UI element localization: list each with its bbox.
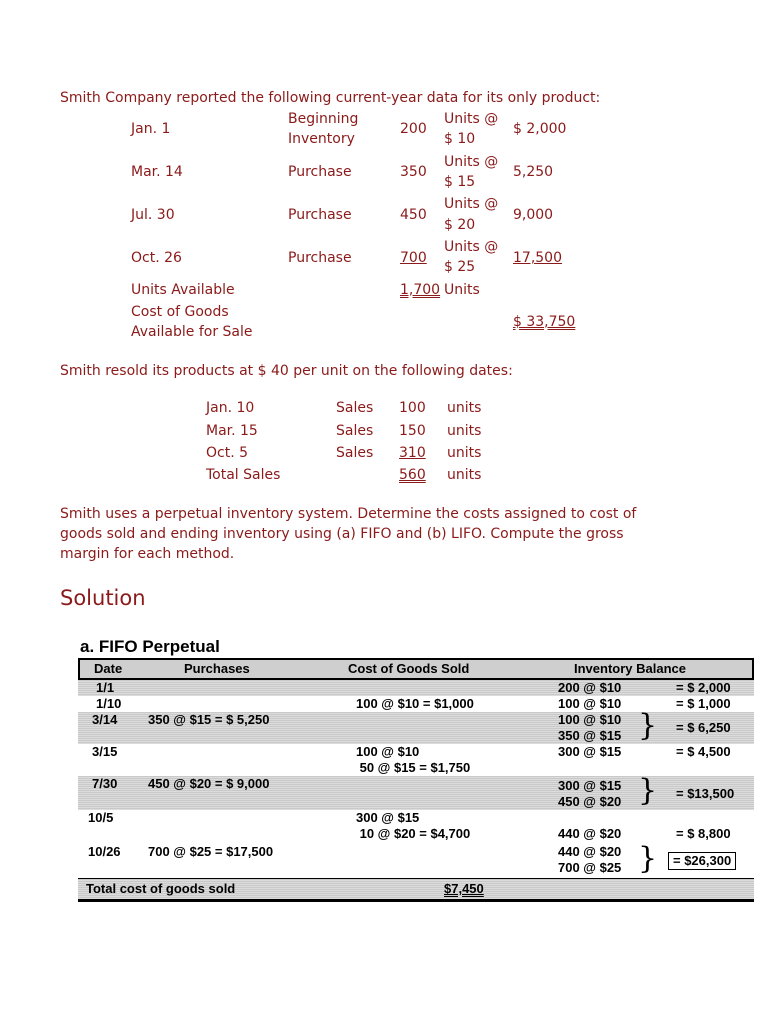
- purchase-units: 700: [400, 250, 427, 266]
- purchase-date: Jan. 1: [131, 121, 171, 137]
- row-date: 3/15: [92, 744, 118, 759]
- sale-type: Sales: [336, 400, 374, 416]
- row-cogs-2: 10 @ $20 = $4,700: [356, 826, 471, 841]
- row-date: 10/5: [88, 810, 114, 825]
- purchase-units: 200: [400, 121, 427, 137]
- row-date: 3/14: [92, 712, 118, 727]
- unit-cost: $ 25: [444, 259, 476, 275]
- row-purchase: 450 @ $20 = $ 9,000: [148, 776, 270, 791]
- header-date: Date: [94, 661, 123, 676]
- sale-uom: units: [447, 445, 482, 461]
- table-row: [78, 810, 754, 842]
- question-line-1: Smith uses a perpetual inventory system. Determine the costs assigned to cost of: [60, 506, 637, 522]
- ending-inventory-box: = $26,300: [668, 852, 736, 870]
- row-date: 10/26: [88, 844, 121, 859]
- unit-cost: $ 20: [444, 217, 476, 233]
- purchase-type: Purchase: [288, 164, 352, 180]
- footer-label: Total cost of goods sold: [86, 881, 236, 896]
- row-total: = $ 8,800: [676, 826, 731, 841]
- row-balance: 200 @ $10: [558, 680, 622, 695]
- row-total: = $ 2,000: [676, 680, 731, 695]
- purchase-date: Mar. 14: [131, 164, 183, 180]
- row-balance: 300 @ $15: [558, 744, 622, 759]
- unit-cost-label: Units @: [444, 239, 499, 255]
- row-date: 1/1: [96, 680, 115, 695]
- row-total: = $13,500: [676, 786, 735, 801]
- header-balance: Inventory Balance: [574, 661, 686, 676]
- row-balance-2: 450 @ $20: [558, 794, 622, 809]
- fifo-footer-row: [78, 878, 754, 902]
- row-balance: 100 @ $10: [558, 712, 622, 727]
- row-total: = $ 4,500: [676, 744, 731, 759]
- purchase-type: Beginning: [288, 111, 359, 127]
- row-total: = $ 6,250: [676, 720, 731, 735]
- solution-heading: Solution: [60, 586, 146, 610]
- intro-text: Smith Company reported the following current-year data for its only product:: [60, 90, 601, 106]
- sale-date: Oct. 5: [206, 445, 249, 461]
- question-line-3: margin for each method.: [60, 546, 235, 562]
- table-row: [78, 744, 754, 776]
- table-row: [78, 773, 754, 810]
- table-row: [78, 680, 754, 696]
- purchase-type: Purchase: [288, 207, 352, 223]
- fifo-title: a. FIFO Perpetual: [80, 637, 220, 656]
- sale-uom: units: [447, 423, 482, 439]
- brace-icon: }: [638, 708, 658, 743]
- unit-cost: $ 15: [444, 174, 476, 190]
- purchase-amount: 17,500: [513, 250, 562, 266]
- sale-total-label: Total Sales: [206, 467, 281, 483]
- purchase-amount: $ 2,000: [513, 121, 567, 137]
- row-balance-2: 700 @ $25: [558, 860, 622, 875]
- units-available-value: 1,700: [400, 282, 441, 298]
- cogs-available-label: Cost of Goods: [131, 304, 229, 320]
- fifo-table: [78, 636, 754, 902]
- purchase-amount: 5,250: [513, 164, 554, 180]
- purchase-amount: 9,000: [513, 207, 554, 223]
- sale-type: Sales: [336, 445, 374, 461]
- cogs-available-value: $ 33,750: [513, 314, 576, 330]
- header-purchases: Purchases: [184, 661, 250, 676]
- row-date: 1/10: [96, 696, 122, 711]
- sale-units: 310: [399, 445, 426, 461]
- sale-total-units: 560: [399, 467, 426, 483]
- unit-cost-label: Units @: [444, 111, 499, 127]
- sale-units: 150: [399, 423, 426, 439]
- purchase-units: 450: [400, 207, 427, 223]
- row-purchase: 700 @ $25 = $17,500: [148, 844, 274, 859]
- sale-uom: units: [447, 467, 482, 483]
- row-balance: 300 @ $15: [558, 778, 622, 793]
- unit-cost-label: Units @: [444, 154, 499, 170]
- row-date: 7/30: [92, 776, 118, 791]
- row-balance: 440 @ $20: [558, 844, 622, 859]
- row-total: = $ 1,000: [676, 696, 731, 711]
- footer-value: $7,450: [444, 881, 484, 896]
- purchase-date: Oct. 26: [131, 250, 182, 266]
- purchase-type-2: Inventory: [288, 131, 355, 147]
- brace-icon: }: [638, 773, 658, 808]
- sale-units: 100: [399, 400, 426, 416]
- sale-type: Sales: [336, 423, 374, 439]
- row-purchase: 350 @ $15 = $ 5,250: [148, 712, 270, 727]
- sale-uom: units: [447, 400, 482, 416]
- purchase-units: 350: [400, 164, 427, 180]
- row-balance: 440 @ $20: [558, 826, 622, 841]
- purchase-date: Jul. 30: [131, 207, 175, 223]
- units-label: Units: [444, 282, 480, 298]
- row-cogs: 300 @ $15: [356, 810, 420, 825]
- brace-icon: }: [638, 841, 658, 876]
- purchase-type: Purchase: [288, 250, 352, 266]
- row-cogs: 100 @ $10: [356, 744, 420, 759]
- fifo-header-row: [78, 658, 754, 680]
- units-available-label: Units Available: [131, 282, 235, 298]
- sale-date: Mar. 15: [206, 423, 258, 439]
- row-cogs-2: 50 @ $15 = $1,750: [356, 760, 471, 775]
- table-row: [78, 842, 754, 878]
- header-cogs: Cost of Goods Sold: [348, 661, 470, 676]
- table-row: [78, 708, 754, 744]
- row-balance-2: 350 @ $15: [558, 728, 622, 743]
- sale-date: Jan. 10: [206, 400, 255, 416]
- resold-text: Smith resold its products at $ 40 per unit on the following dates:: [60, 363, 513, 379]
- unit-cost-label: Units @: [444, 196, 499, 212]
- question-line-2: goods sold and ending inventory using (a) FIFO and (b) LIFO. Compute the gross: [60, 526, 624, 542]
- cogs-available-label-2: Available for Sale: [131, 324, 253, 340]
- row-cogs: 100 @ $10 = $1,000: [356, 696, 474, 711]
- unit-cost: $ 10: [444, 131, 476, 147]
- row-balance: 100 @ $10: [558, 696, 622, 711]
